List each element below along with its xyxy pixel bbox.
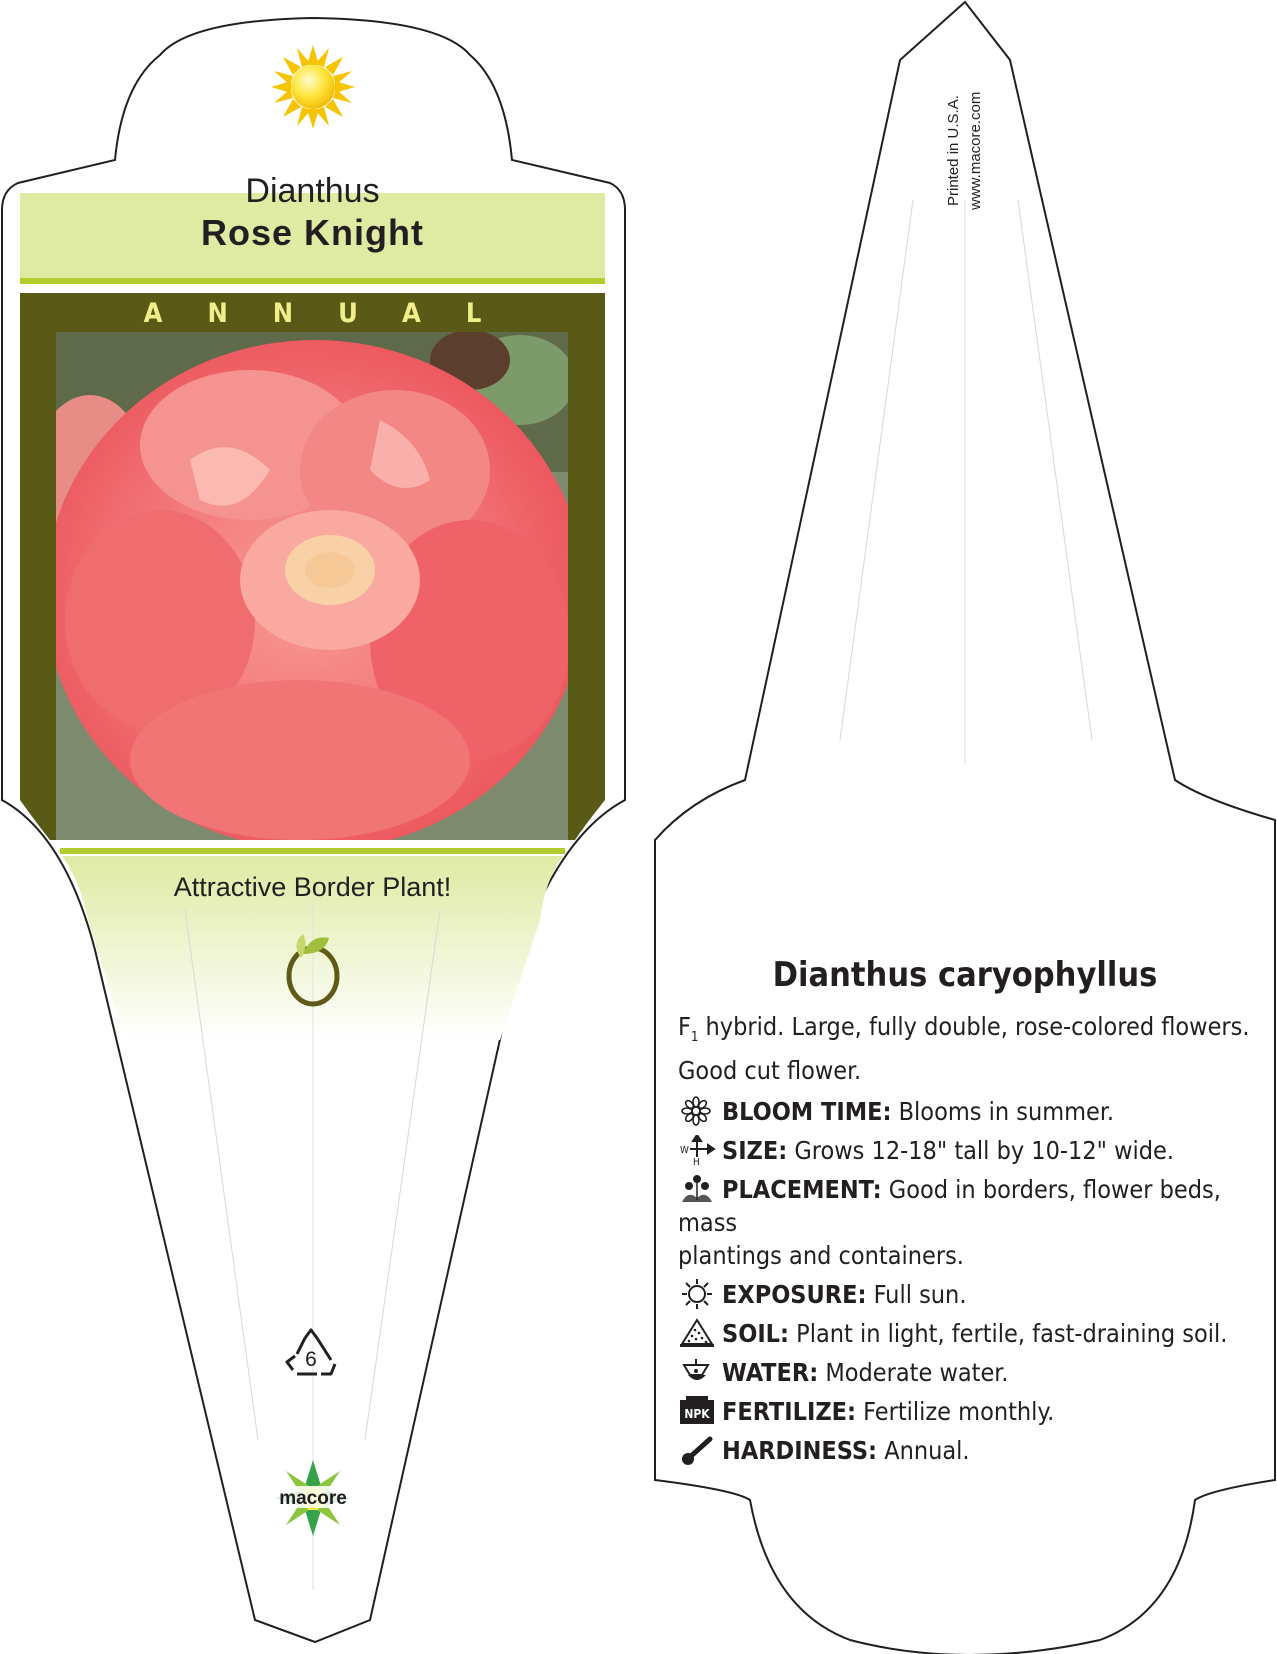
water-value: Moderate water. <box>818 1358 1009 1387</box>
bloom-time-label: BLOOM TIME: <box>722 1097 892 1126</box>
water-label: WATER: <box>722 1358 819 1387</box>
botanical-name: Dianthus caryophyllus <box>772 955 1158 995</box>
sun-outline-icon <box>678 1279 716 1309</box>
brand-name: macore <box>279 1488 347 1509</box>
title-band-rule <box>20 278 605 284</box>
care-row-size <box>678 1134 1268 1167</box>
soil-value: Plant in light, fertile, fast-draining soil. <box>789 1319 1228 1348</box>
care-row-placement <box>678 1173 1268 1239</box>
placement-label: PLACEMENT: <box>722 1175 882 1204</box>
sun-icon <box>271 45 355 129</box>
svg-text:H: H <box>693 1157 700 1165</box>
tagline-band-rule <box>60 848 565 854</box>
bloom-time-value: Blooms in summer. <box>891 1097 1114 1126</box>
description-subscript: 1 <box>690 1030 699 1045</box>
description-prefix: F <box>678 1012 691 1041</box>
tagline: Attractive Border Plant! <box>173 872 452 902</box>
common-name: Dianthus <box>245 172 380 210</box>
placement-value: Good in borders, flower beds, mass <box>678 1175 1221 1237</box>
description-line-2: Good cut flower. <box>678 1056 862 1085</box>
care-row-exposure <box>678 1278 1268 1311</box>
placement-icon <box>678 1174 716 1204</box>
exposure-label: EXPOSURE: <box>722 1280 867 1309</box>
hardiness-value: Annual. <box>877 1436 970 1465</box>
care-row-water <box>678 1356 1268 1389</box>
size-value: Grows 12-18" tall by 10-12" wide. <box>787 1136 1175 1165</box>
svg-text:W: W <box>680 1145 689 1156</box>
plant-description <box>678 1010 1268 1467</box>
fertilize-value: Fertilize monthly. <box>856 1397 1055 1426</box>
watering-can-icon <box>678 1357 716 1387</box>
npk-icon <box>678 1396 716 1426</box>
exposure-value: Full sun. <box>866 1280 967 1309</box>
size-label: SIZE: <box>722 1136 788 1165</box>
flower-icon <box>678 1096 716 1126</box>
category-label: ANNUAL <box>143 298 527 329</box>
placement-value-cont: plantings and containers. <box>678 1241 964 1270</box>
care-row-fertilize <box>678 1395 1268 1428</box>
soil-icon <box>678 1318 716 1348</box>
fertilize-label: FERTILIZE: <box>722 1397 857 1426</box>
thermometer-icon <box>678 1435 716 1465</box>
care-row-soil <box>678 1317 1268 1350</box>
description-line-1 <box>678 1010 1268 1054</box>
website-link[interactable]: www.macore.com <box>967 91 984 210</box>
printed-in-label: Printed in U.S.A. <box>945 95 962 206</box>
hardiness-label: HARDINESS: <box>722 1436 878 1465</box>
size-arrows-icon <box>678 1135 716 1165</box>
care-row-bloom <box>678 1095 1268 1128</box>
cultivar-name: Rose Knight <box>201 212 424 253</box>
recycle-code: 6 <box>305 1348 317 1371</box>
description-text-1: hybrid. Large, fully double, rose-colored flowers. <box>698 1012 1250 1041</box>
soil-label: SOIL: <box>722 1319 790 1348</box>
care-row-hardiness <box>678 1434 1268 1467</box>
svg-text:NPK: NPK <box>684 1407 710 1421</box>
flower-photo <box>35 330 585 850</box>
